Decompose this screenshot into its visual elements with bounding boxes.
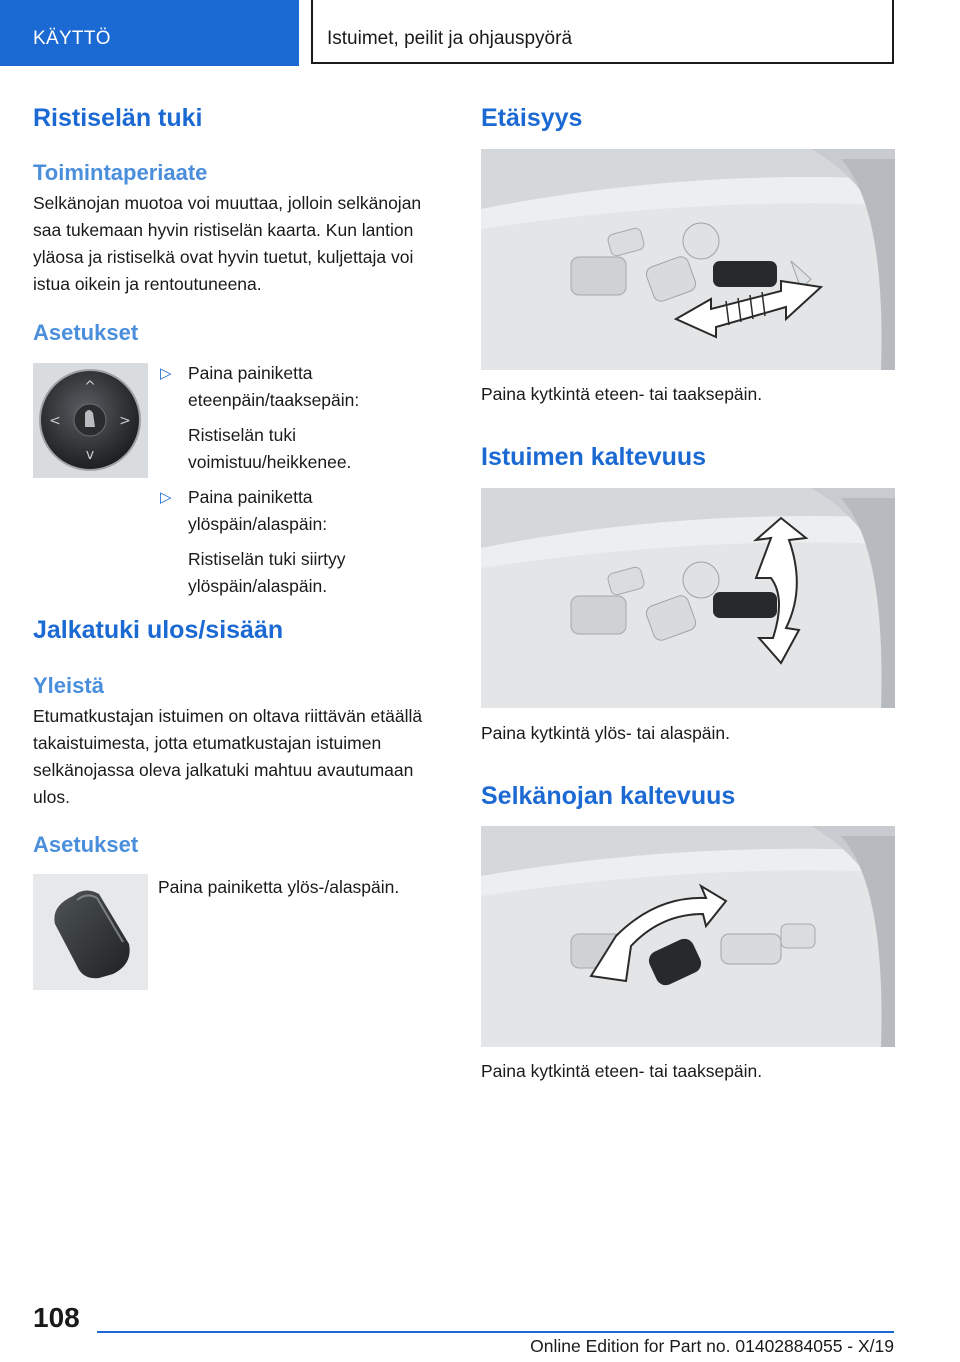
seat-tilt-image <box>481 488 895 708</box>
leg-support-button-image <box>33 874 148 990</box>
heading-distance: Etäisyys <box>481 104 583 132</box>
svg-text:>: > <box>119 413 131 429</box>
svg-text:^: ^ <box>84 379 96 395</box>
backrest-tilt-image <box>481 826 895 1047</box>
bullet-result: Ristiselän tuki siirtyy ylöspäin/alaspäin. <box>188 549 346 596</box>
svg-text:v: v <box>85 447 95 463</box>
paragraph-leg-settings: Paina painiketta ylös-/alaspäin. <box>158 877 400 897</box>
chapter-title: Istuimet, peilit ja ohjauspyörä <box>327 28 573 49</box>
triangle-bullet-icon: ▷ <box>160 365 172 382</box>
page-number: 108 <box>33 1302 80 1333</box>
caption-seat-tilt: Paina kytkintä ylös- tai alaspäin. <box>481 723 731 743</box>
heading-leg-support: Jalkatuki ulos/sisään <box>33 616 284 644</box>
caption-backrest-tilt: Paina kytkintä eteen- tai taaksepäin. <box>481 1061 763 1081</box>
lumbar-control-image <box>33 363 148 478</box>
heading-backrest-tilt: Selkänojan kaltevuus <box>481 782 736 810</box>
heading-lumbar-support: Ristiselän tuki <box>33 104 203 132</box>
footer-divider <box>97 1331 894 1333</box>
section-tab <box>0 0 299 66</box>
paragraph-general: Etumatkustajan istuimen on oltava riittävän etäällä takaistuimesta, jotta etumatkustajan istuimen selkänojassa oleva jalkatuki mahtuu avautumaan ulos. <box>33 706 423 807</box>
list-item <box>160 360 450 476</box>
section-title: KÄYTTÖ <box>33 28 111 49</box>
heading-seat-tilt: Istuimen kaltevuus <box>481 443 707 471</box>
bullet-result: Ristiselän tuki voimistuu/heikkenee. <box>188 425 352 472</box>
footer-edition: Online Edition for Part no. 01402884055 - X/19 <box>530 1336 894 1356</box>
list-item <box>160 484 450 600</box>
caption-distance: Paina kytkintä eteen- tai taaksepäin. <box>481 384 763 404</box>
triangle-bullet-icon: ▷ <box>160 489 172 506</box>
seat-distance-image <box>481 149 895 370</box>
bullet-text: Paina painiketta ylöspäin/alaspäin: <box>188 487 328 534</box>
lumbar-settings-list <box>160 360 450 608</box>
subheading-general: Yleistä <box>33 673 104 698</box>
chapter-box <box>311 0 894 64</box>
svg-text:<: < <box>49 413 61 429</box>
subheading-settings-2: Asetukset <box>33 832 139 857</box>
subheading-principle: Toimintaperiaate <box>33 160 208 185</box>
bullet-text: Paina painiketta eteenpäin/taaksepäin: <box>188 363 360 410</box>
subheading-settings-1: Asetukset <box>33 320 139 345</box>
paragraph-principle: Selkänojan muotoa voi muuttaa, jolloin selkänojan saa tukemaan hyvin ristiselän kaarta. Kun lantion yläosa ja ristiselkä ovat hyvin tuetut, kuljettaja voi istua oikein ja rentoutuneena. <box>33 193 422 294</box>
